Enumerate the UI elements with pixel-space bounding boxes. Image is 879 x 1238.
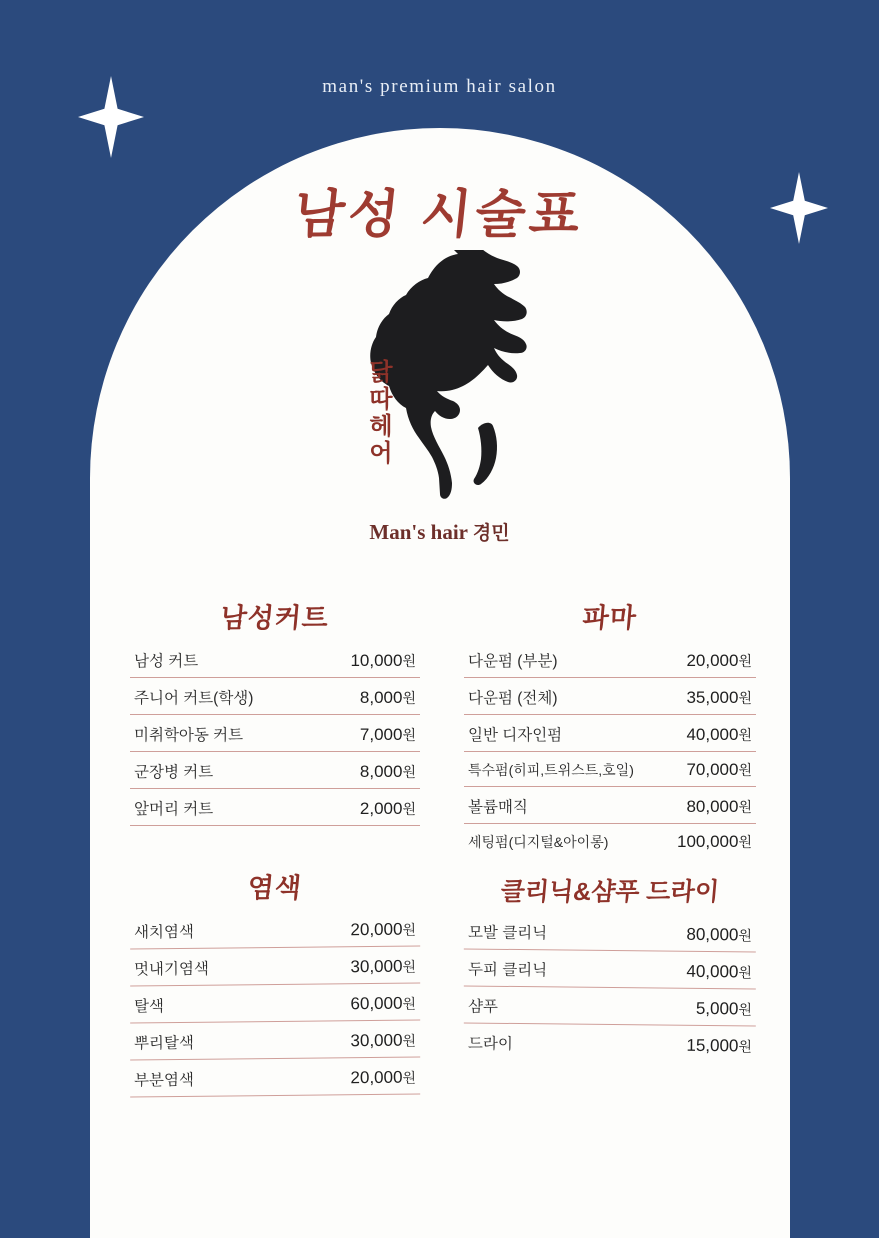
item-name: 새치염색 (133, 923, 195, 942)
item-name: 주니어 커트(학생) (134, 690, 254, 707)
item-name: 일반 디자인펌 (468, 727, 563, 744)
item-name: 샴푸 (467, 998, 499, 1016)
logo-vertical-text: 닭따헤어 (369, 359, 393, 467)
item-name: 뿌리탈색 (133, 1034, 195, 1053)
price-columns (130, 596, 756, 1096)
item-price: 15,000원 (686, 1035, 753, 1056)
item-name: 모발 클리닉 (467, 924, 548, 943)
section-mens-cut (130, 596, 420, 826)
item-price: 20,000원 (350, 1067, 417, 1088)
column-left (130, 596, 420, 1096)
item-price: 30,000원 (350, 956, 417, 977)
item-price: 40,000원 (686, 725, 752, 744)
item-price: 8,000원 (359, 762, 416, 781)
item-name: 볼륨매직 (468, 799, 528, 816)
page-title: 남성 시술표 (291, 186, 587, 244)
item-price: 2,000원 (359, 799, 416, 818)
item-price: 5,000원 (695, 998, 753, 1019)
price-list (464, 914, 756, 1061)
price-row (464, 986, 756, 1026)
item-name: 다운펌 (전체) (468, 690, 558, 707)
price-row (464, 949, 756, 989)
price-list (130, 911, 420, 1096)
item-name: 특수펌(히피,트위스트,호일) (468, 762, 634, 778)
section-color (130, 866, 420, 1096)
logo (0, 250, 879, 550)
price-row (464, 1023, 756, 1062)
section-title: 클리닉&샴푸 드라이 (499, 878, 721, 906)
item-price: 7,000원 (359, 725, 416, 744)
column-right (464, 596, 756, 1096)
section-title: 염색 (246, 873, 304, 903)
item-price: 60,000원 (350, 993, 417, 1014)
section-perm (464, 596, 756, 858)
price-row (464, 752, 756, 787)
item-price: 35,000원 (686, 688, 752, 707)
price-row (130, 946, 420, 986)
section-title: 남성커트 (219, 603, 331, 633)
section-clinic-shampoo-dry (464, 872, 756, 1061)
item-price: 20,000원 (350, 919, 417, 940)
item-name: 미취학아동 커트 (134, 727, 244, 744)
item-name: 군장병 커트 (134, 764, 214, 781)
price-row (130, 715, 420, 752)
price-row (130, 641, 420, 678)
item-price: 80,000원 (686, 924, 753, 945)
price-list (464, 641, 756, 858)
item-price: 70,000원 (686, 760, 752, 779)
price-list (130, 641, 420, 826)
item-price: 80,000원 (686, 797, 752, 816)
price-row (130, 1020, 420, 1060)
price-row (130, 752, 420, 789)
item-price: 10,000원 (350, 651, 416, 670)
item-name: 다운펌 (부분) (468, 653, 558, 670)
item-price: 40,000원 (686, 961, 753, 982)
price-row (464, 641, 756, 678)
price-row (464, 824, 756, 858)
price-row (464, 715, 756, 752)
price-row (130, 1057, 420, 1097)
tagline: man's premium hair salon (322, 76, 557, 97)
price-row (130, 678, 420, 715)
item-name: 부분염색 (133, 1071, 195, 1090)
item-price: 30,000원 (350, 1030, 417, 1051)
section-title: 파마 (581, 603, 639, 633)
item-name: 앞머리 커트 (134, 801, 214, 818)
logo-subtitle-kr: 경민 (472, 523, 510, 544)
item-name: 세팅펌(디지털&아이롱) (468, 834, 609, 850)
item-price: 100,000원 (677, 832, 752, 851)
item-name: 남성 커트 (134, 653, 199, 670)
price-row (130, 909, 420, 949)
item-name: 멋내기염색 (133, 960, 209, 979)
price-row (464, 912, 756, 952)
item-price: 8,000원 (359, 688, 416, 707)
item-name: 드라이 (467, 1035, 513, 1053)
item-name: 탈색 (133, 998, 165, 1016)
price-row (464, 787, 756, 824)
logo-subtitle (0, 518, 879, 545)
item-name: 두피 클리닉 (467, 961, 548, 980)
logo-subtitle-en: Man's hair (369, 520, 473, 544)
price-row (130, 789, 420, 826)
price-row (464, 678, 756, 715)
item-price: 20,000원 (686, 651, 752, 670)
price-row (130, 983, 420, 1023)
